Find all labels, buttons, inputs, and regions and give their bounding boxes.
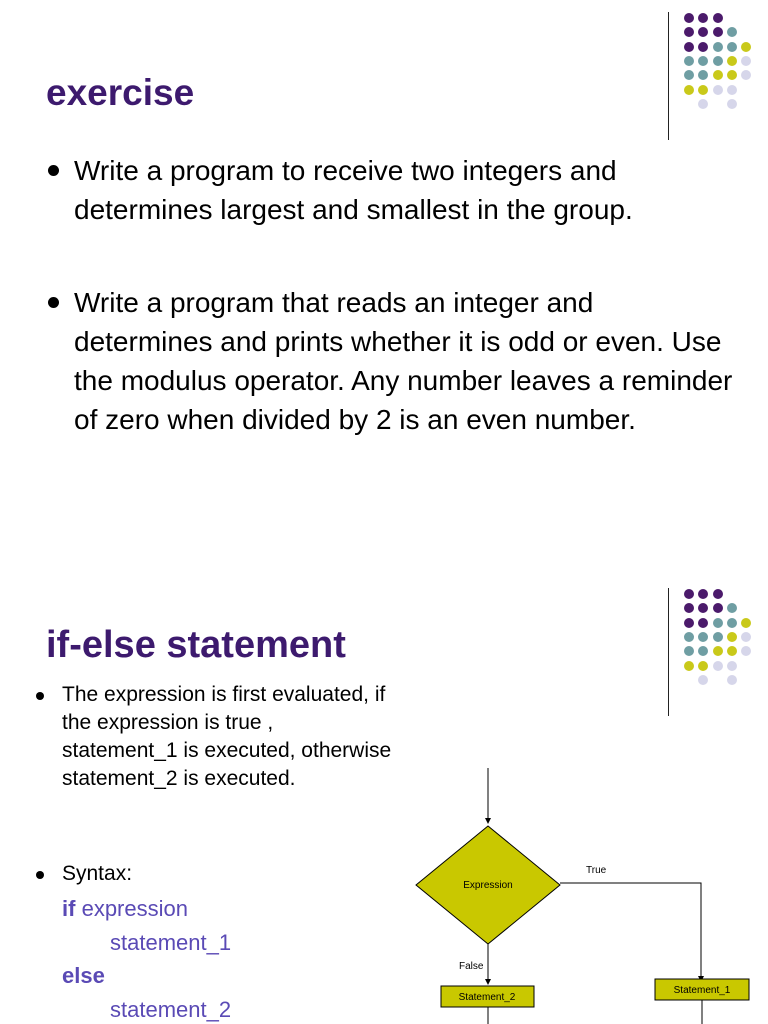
decorative-dot — [684, 70, 694, 80]
decorative-dot — [698, 99, 708, 109]
decorative-dot — [698, 70, 708, 80]
decorative-dot — [741, 42, 751, 52]
decorative-dot — [727, 27, 737, 37]
decorative-dot — [727, 99, 737, 109]
decorative-dot — [713, 13, 723, 23]
decorative-dot — [713, 85, 723, 95]
decorative-dot — [684, 42, 694, 52]
decorative-dot — [684, 27, 694, 37]
if-expression: expression — [81, 896, 188, 921]
decorative-dot — [727, 70, 737, 80]
true-label: True — [586, 865, 607, 876]
syntax-statement-2: statement_2 — [110, 997, 232, 1022]
decorative-dot — [713, 42, 723, 52]
decorative-dot — [741, 70, 751, 80]
decorative-dot — [684, 13, 694, 23]
decorative-dot — [727, 42, 737, 52]
true-branch-arrow — [560, 883, 701, 981]
bullet-item: Write a program that reads an integer and determines and prints whether it is odd or even. Use the modulus operator. Any number leaves a reminder of zero when divided by 2 is an even number. — [74, 283, 734, 439]
syntax-statement-1: statement_1 — [110, 930, 232, 955]
title-divider-line — [668, 12, 669, 140]
slide-title: if-else statement — [46, 624, 346, 666]
decorative-dot — [713, 70, 723, 80]
bullet-item: Syntax: — [62, 860, 392, 888]
decision-label: Expression — [463, 880, 513, 891]
decorative-dot — [698, 27, 708, 37]
decorative-dot — [698, 85, 708, 95]
slide-title: exercise — [46, 72, 195, 113]
decorative-dot — [684, 85, 694, 95]
decorative-dot — [698, 13, 708, 23]
decorative-dot — [713, 56, 723, 66]
slide-if-else — [0, 578, 768, 1024]
else-keyword: else — [62, 963, 105, 988]
flowchart — [0, 578, 768, 1024]
decorative-dot — [741, 56, 751, 66]
bullet-item: Write a program to receive two integers and determines largest and smallest in the group. — [74, 151, 734, 229]
decorative-dot — [727, 56, 737, 66]
if-keyword: if — [62, 896, 76, 921]
statement-2-label: Statement_2 — [458, 992, 516, 1003]
false-label: False — [459, 961, 484, 972]
decorative-dot — [684, 56, 694, 66]
decorative-dot — [727, 85, 737, 95]
bullet-item: The expression is first evaluated, if the expression is true , statement_1 is executed, otherwise statement_2 is executed. — [62, 681, 392, 793]
decorative-dot — [698, 56, 708, 66]
decorative-dot — [698, 42, 708, 52]
decorative-dot — [713, 27, 723, 37]
statement-1-label: Statement_1 — [673, 985, 731, 996]
